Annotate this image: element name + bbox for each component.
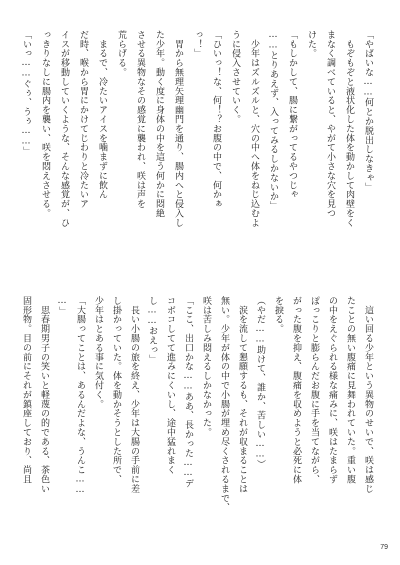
upper-line-17: イスが移動していくような、そんな感覚が、ひ — [59, 30, 69, 228]
upper-line-5: 「もしかして、腸に繋がってるやつじゃ — [287, 30, 297, 200]
upper-line-10: っ！」 — [192, 30, 202, 59]
lower-line-7: （やだ……助けて、誰か、苦しい……） — [255, 296, 265, 470]
lower-line-3: の中をえぐられる様な痛みに、咲はたまらず — [327, 296, 337, 484]
lower-line-19: 思春期男子の笑いと軽蔑の的である、茶色い — [39, 296, 49, 494]
lower-line-8: 涙を流して懇願するも、それが収まることは — [237, 296, 247, 494]
upper-line-19: 「いっ……ぐぅ、うぅ……」 — [21, 30, 31, 157]
lower-line-13: し……おえっ」 — [147, 296, 157, 364]
lower-line-17: 「大腸ってことは、あるんだよな、うんこ…… — [75, 296, 85, 496]
lower-line-20: 固形物。目の前にそれが鎮座しており、尚且 — [21, 296, 31, 484]
upper-line-14: 荒らげる。 — [116, 30, 126, 77]
lower-line-2: たことの無い腹痛に見舞われていた。重い腹 — [345, 296, 355, 484]
upper-line-18: っきりなしに腸内を襲い、咲を悶えさせる。 — [40, 30, 50, 218]
upper-line-9: 「ひいっ！な、何！？お腹の中で、何かぁ — [211, 30, 221, 209]
upper-line-15: まるで、冷たいアイスを噛まずに飲ん — [97, 30, 107, 200]
upper-line-11: 胃から無理矢理幽門を通り、腸内へと侵入し — [173, 30, 183, 228]
lower-line-16: 少年はとある事に気付く。 — [93, 296, 103, 409]
lower-line-18: …」 — [57, 296, 67, 316]
upper-line-2: もぞもぞと液状化した体を動かして肉壁をく — [344, 30, 354, 228]
upper-line-8: うに侵入させていく。 — [230, 30, 240, 124]
upper-line-16: だ時、喉から胃にかけてじわりと冷たいア — [78, 30, 88, 209]
upper-line-1: 「やばいな……何とか脱出しなきゃ」 — [363, 30, 373, 192]
lower-line-14: 長い小腸の旅を終え、少年は大腸の手前に差 — [129, 296, 139, 494]
lower-line-4: ぽっこりと膨らんだお腹に手を当てながら、 — [309, 296, 319, 484]
upper-line-4: けた。 — [306, 30, 316, 59]
lower-line-6: を捩る。 — [273, 296, 283, 334]
lower-line-12: コボコしてて進みにくいし、途中猛れまく — [165, 296, 175, 475]
upper-line-12: た少年。動く度に身体の中を這う何かに悶絶 — [154, 30, 164, 218]
upper-line-3: まなく調べていると、やがて小さな穴を見つ — [325, 30, 335, 218]
lower-line-15: し掛かっていた。体を動かそうとした所で、 — [111, 296, 121, 484]
upper-line-7: 少年はズルズルと、穴の中へ体をねじ込むよ — [249, 30, 259, 228]
lower-line-10: 咲は苦しみ悶えるしかなかった。 — [201, 296, 211, 437]
page-number: 79 — [380, 544, 388, 551]
lower-line-5: がった腹を抑え、腹痛を収めようと必死に体 — [291, 296, 301, 484]
lower-line-11: 「ここ、出口かな……ああ、長かった……デ — [183, 296, 193, 488]
upper-line-13: させる異物なその感覚に襲われ、咲は声を — [135, 30, 145, 209]
upper-line-6: ……とりあえず、入ってみるしかないか」 — [268, 30, 278, 211]
lower-line-1: 這い回る少年という異物のせいで、咲は感じ — [363, 296, 373, 494]
lower-line-9: 無い。少年が体の中で小腸が埋め尽くされるまで、 — [219, 296, 229, 513]
